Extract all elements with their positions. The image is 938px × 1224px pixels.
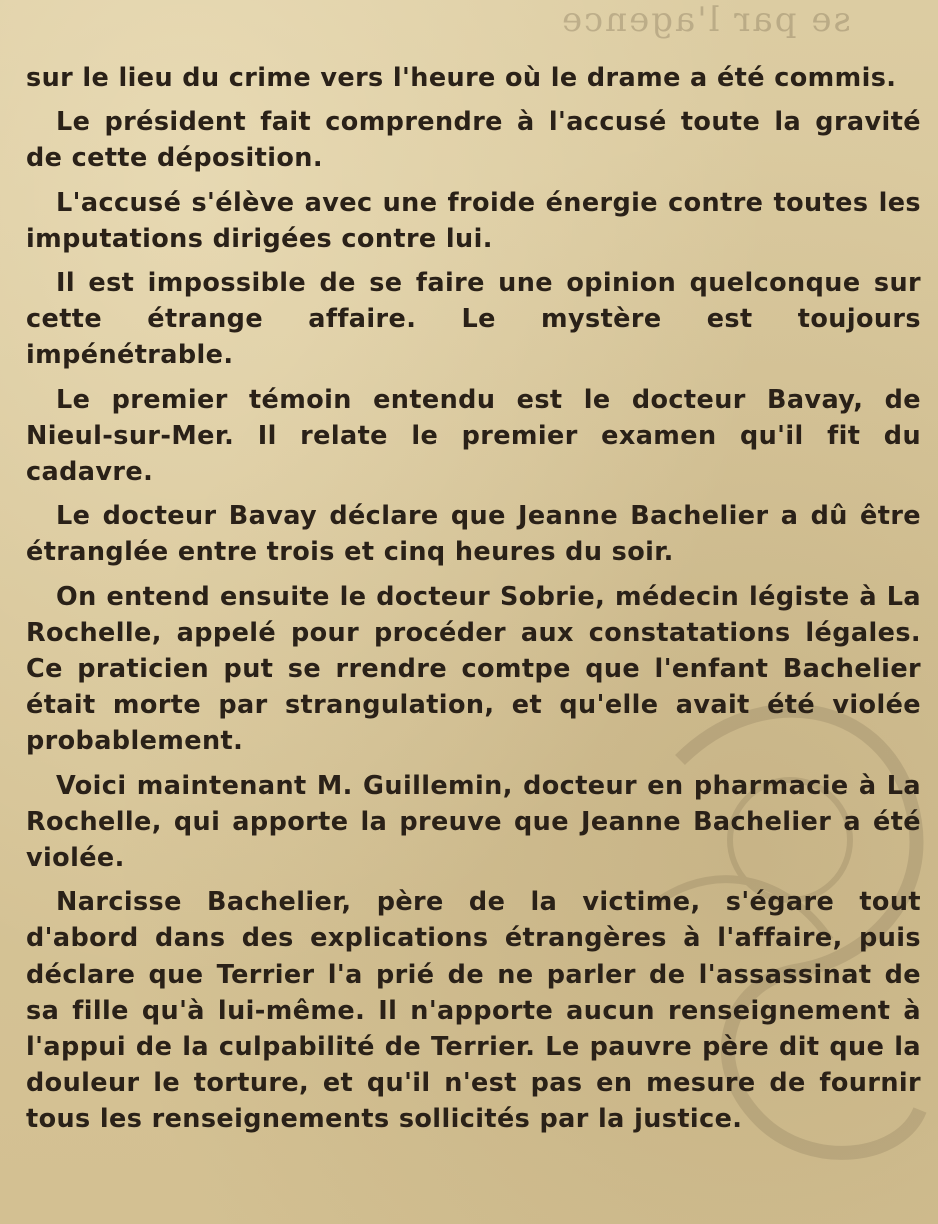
paragraph-accused: L'accusé s'élève avec une froide énergie contre toutes les imputations dirigées contre lui. [26, 187, 921, 254]
paragraph-first-witness: Le premier témoin entendu est le docteur Bavay, de Nieul-sur-Mer. Il relate le premier examen qu'il fit du cadavre. [26, 384, 921, 488]
paragraph-guillemin: Voici maintenant M. Guillemin, docteur en pharmacie à La Rochelle, qui apporte la preuve que Jeanne Bachelier a été violée. [26, 770, 921, 874]
bleed-through-header: se par l'agence [560, 0, 851, 40]
paragraph-crime-scene: sur le lieu du crime vers l'heure où le drame a été commis. [26, 63, 897, 93]
paragraph-bavay-declaration: Le docteur Bavay déclare que Jeanne Bachelier a dû être étranglée entre trois et cinq heures du soir. [26, 501, 921, 568]
paragraph-narcisse-bachelier: Narcisse Bachelier, père de la victime, s'égare tout d'abord dans des explications étrangères à l'affaire, puis déclare que Terrier l'a prié de ne parler de l'assassinat de sa fille qu'à lui-même. Il n'apporte aucun renseignement à l'appui de la culpabilité de Terrier. Le pauvre père dit que la douleur le torture, et qu'il n'est pas en mesure de fournir tous les renseignements sollicités par la justice. [26, 887, 921, 1135]
paragraph-mystery: Il est impossible de se faire une opinion quelconque sur cette étrange affaire. Le mystère est toujours impénétrable. [26, 268, 921, 371]
paragraph-president: Le président fait comprendre à l'accusé toute la gravité de cette déposition. [26, 107, 921, 174]
paragraph-sobrie: On entend ensuite le docteur Sobrie, médecin légiste à La Rochelle, appelé pour procéder aux constatations légales. Ce praticien put se rrendre comtpe que l'enfant Bachelier était morte par strangulation, et qu'elle avait été violée probablement. [26, 581, 921, 757]
article-body [26, 60, 921, 1146]
